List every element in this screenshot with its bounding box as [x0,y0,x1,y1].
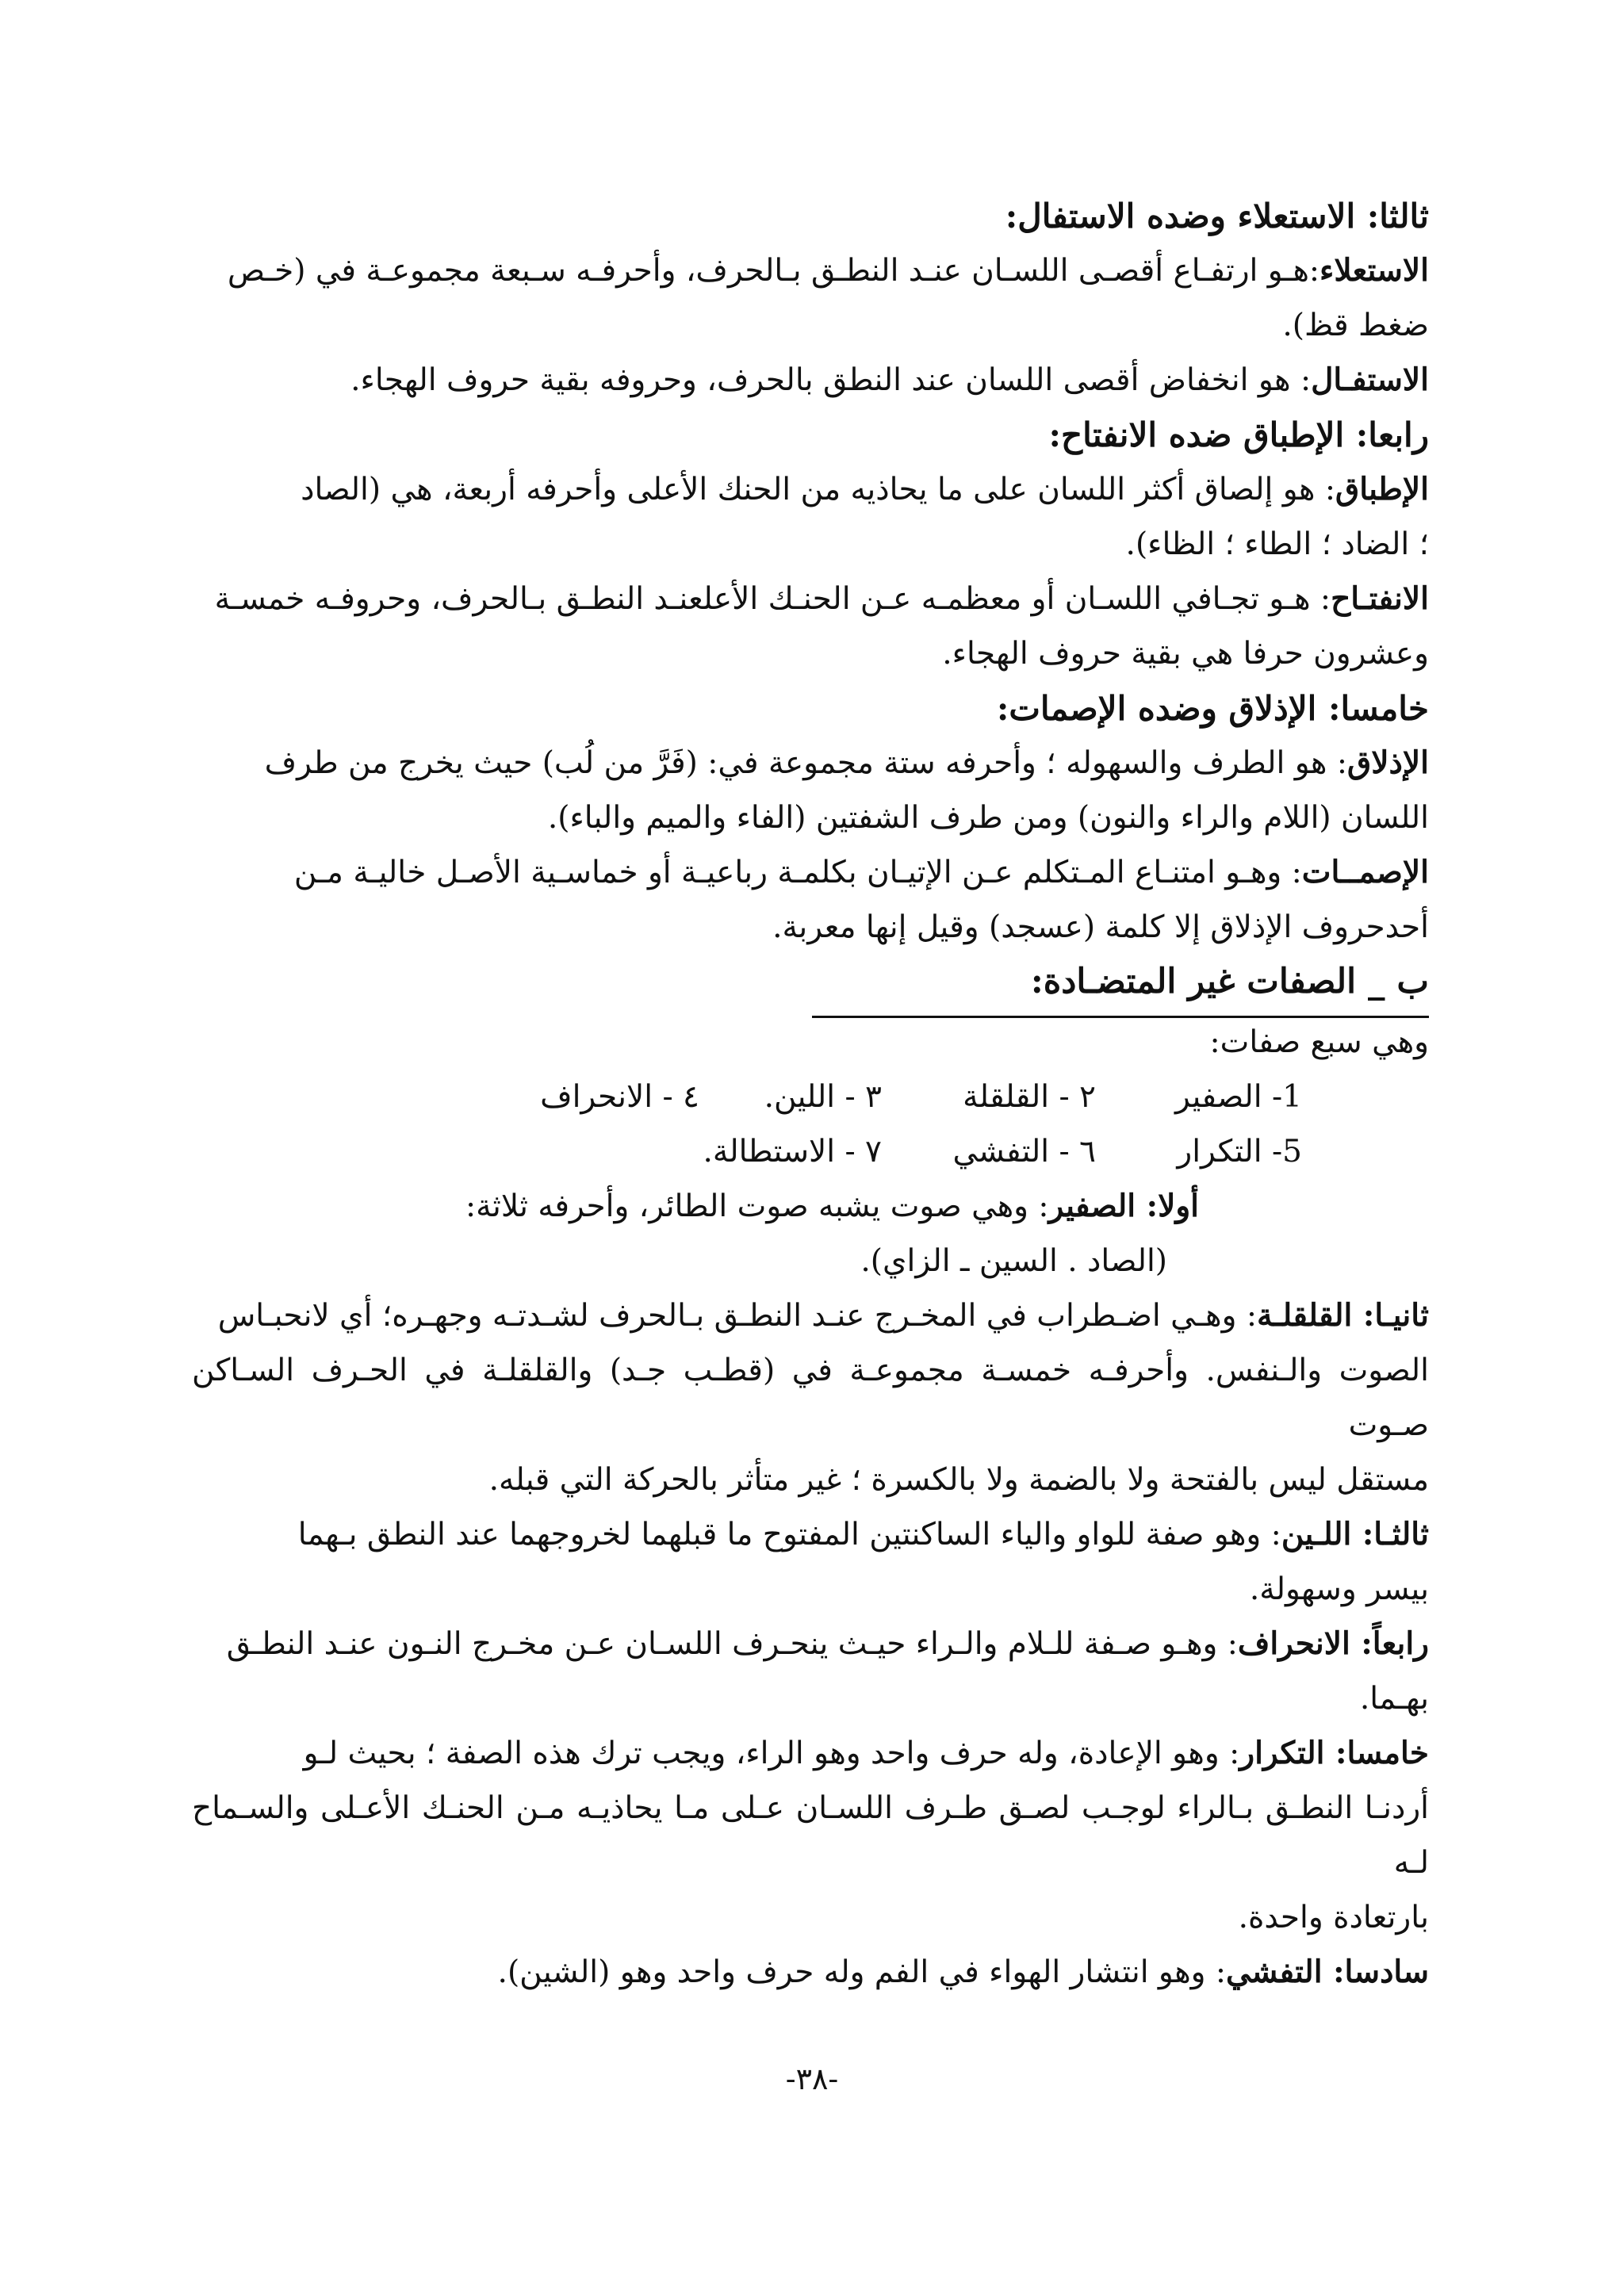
def-leen-1: : وهو صفة للواو والياء الساكنتين المفتوح ما قبلهما لخروجهما عند النطق بـهما [297,1517,1281,1552]
def-itbaq-1: : هو إلصاق أكثر اللسان على ما يحاذيه من الحنك الأعلى وأحرفه أربعة، هي (الصاد [301,472,1335,507]
paragraph-qalqala [192,1288,1429,1343]
def-istila-1: :هـو ارتفـاع أقصـى اللسـان عنـد النطـق بـالحرف، وأحرفـه سـبعة مجموعـة في (خـص [227,253,1320,289]
list-item: ٣ - اللين. [764,1079,882,1115]
paragraph-inhiraf [192,1617,1429,1671]
paragraph-idhlaq [192,736,1429,790]
paragraph-infitah [192,572,1429,626]
def-takrar-1: : وهو الإعادة، وله حرف واحد وهو الراء، ويجب ترك هذه الصفة ؛ بحيث لـو [303,1736,1240,1771]
term-inhiraf: الانحراف [1237,1625,1350,1662]
paragraph-takrar-2: أردنـا النطـق بـالراء لوجـب لصـق طـرف اللسـان عـلى مـا يحاذيـه مـن الحنـك الأعـلى والسـماح لـه [192,1790,1429,1881]
paragraph-idhlaq-cont: اللسان (اللام والراء والنون) ومن طرف الشفتين (الفاء والميم والباء). [547,800,1429,836]
term-tafashi: التفشي [1226,1954,1323,1990]
paragraph-qalqala-3: مستقل ليس بالفتحة ولا بالضمة ولا بالكسرة ؛ غير متأثر بالحركة التي قبله. [488,1462,1429,1498]
paragraph-takrar [192,1726,1429,1781]
paragraph-ismat [192,845,1429,900]
term-istifal: الاستفـال [1311,362,1429,398]
def-safir: : وهي صوت يشبه صوت الطائر، وأحرفه ثلاثة: [465,1189,1049,1224]
paragraph-itbaq [192,462,1429,517]
list-item: ٤ - الانحراف [540,1079,699,1115]
label-takrar: خامسا: [1324,1735,1429,1771]
list-item: ٧ - الاستطالة. [703,1134,882,1169]
paragraph-takrar-3: بارتعادة واحدة. [1238,1900,1429,1935]
list-item: 5- التكرار [1177,1134,1302,1169]
def-idhlaq-1: : هو الطرف والسهوله ؛ وأحرفه ستة مجموعة في: (فَرَّ من لُب) حيث يخرج من طرف [264,745,1348,781]
label-safir: أولا: [1136,1188,1199,1224]
def-inhiraf-1: : وهـو صـفة للـلام والـراء حيـث ينحـرف اللسـان عـن مخـرج النـون عنـد النطـق [226,1626,1238,1662]
label-leen: ثالثـا: [1351,1516,1429,1552]
def-ismat-1: : وهـو امتنـاع المـتكلم عـن الإتيـان بكلمـة رباعيـة أو خماسـية الأصـل خاليـة مـن [293,855,1302,890]
list-item: ٢ - القلقلة [963,1079,1096,1115]
section-heading-itbaq: رابعا: الإطباق ضده الانفتاح: [1048,415,1429,454]
def-qalqala-1: : وهـي اضـطراب في المخـرج عنـد النطـق بـالحرف لشـدتـه وجهـره؛ أي لانحبـاس [217,1298,1257,1334]
paragraph-leen [192,1507,1429,1562]
paragraph-ismat-cont: أحدحروف الإذلاق إلا كلمة (عسجد) وقيل إنها معربة. [772,909,1429,945]
def-tafashi: : وهو انتشار الهواء في الفم وله حرف واحد وهو (الشين). [497,1954,1227,1990]
section-heading-b: ب _ الصفات غير المتضـادة: [1030,962,1429,1001]
paragraph-inhiraf-2: بهـما. [1359,1681,1429,1717]
attributes-list-row-1 [192,1070,1429,1124]
term-qalqala: القلقلـة [1257,1297,1353,1334]
def-infitah-1: : هـو تجـافي اللسـان أو معظمـه عـن الحنـك الأعلعنـد النطـق بـالحرف، وحروفـه خمسـة [214,581,1331,617]
term-istila: الاستعلاء [1320,252,1429,289]
list-item: 1- الصفير [1175,1079,1302,1115]
section-heading-idhlaq: خامسا: الإذلاق وضده الإصمات: [996,689,1429,728]
term-itbaq: الإطباق [1335,471,1429,507]
paragraph-qalqala-2: الصوت والـنفس. وأحرفـه خمسـة مجموعـة في (قطـب جـد) والقلقلـة في الحـرف السـاكن صـوت [192,1353,1429,1443]
paragraph-safir [192,1179,1429,1234]
safir-letters: (الصاد . السين ـ الزاي). [860,1243,1167,1279]
term-idhlaq: الإذلاق [1347,745,1429,781]
paragraph-istifal [192,353,1429,408]
attributes-list-row-2 [192,1124,1429,1179]
label-tafashi: سادسا: [1322,1954,1429,1990]
term-safir: الصفير [1048,1188,1136,1224]
term-takrar: التكرار [1239,1735,1325,1771]
list-item: ٦ - التفشي [952,1134,1096,1169]
label-inhiraf: رابعاً: [1350,1625,1429,1662]
paragraph-infitah-cont: وعشرون حرفا هي بقية حروف الهجاء. [942,636,1429,672]
paragraph-istila-cont: ضغط قظ). [1282,308,1429,343]
paragraph-istila [192,243,1429,298]
page-number: -٣٨- [785,2061,839,2096]
term-infitah: الانفتـاح [1331,580,1429,617]
paragraph-tafashi [192,1945,1429,2000]
seven-intro: وهي سبع صفات: [1209,1024,1429,1060]
section-heading-b-wrap [192,955,1429,1013]
paragraph-leen-2: بيسر وسهولة. [1249,1571,1429,1607]
term-ismat: الإصمــات [1301,854,1429,890]
def-istifal: : هو انخفاض أقصى اللسان عند النطق بالحرف، وحروفه بقية حروف الهجاء. [350,362,1312,398]
label-qalqala: ثانيـا: [1352,1297,1429,1334]
term-leen: اللـين [1281,1516,1352,1552]
page-body [192,189,1429,2000]
section-heading-istila: ثالثا: الاستعلاء وضده الاستفال: [1005,197,1429,235]
paragraph-itbaq-cont: ؛ الضاد ؛ الطاء ؛ الظاء). [1125,526,1429,562]
